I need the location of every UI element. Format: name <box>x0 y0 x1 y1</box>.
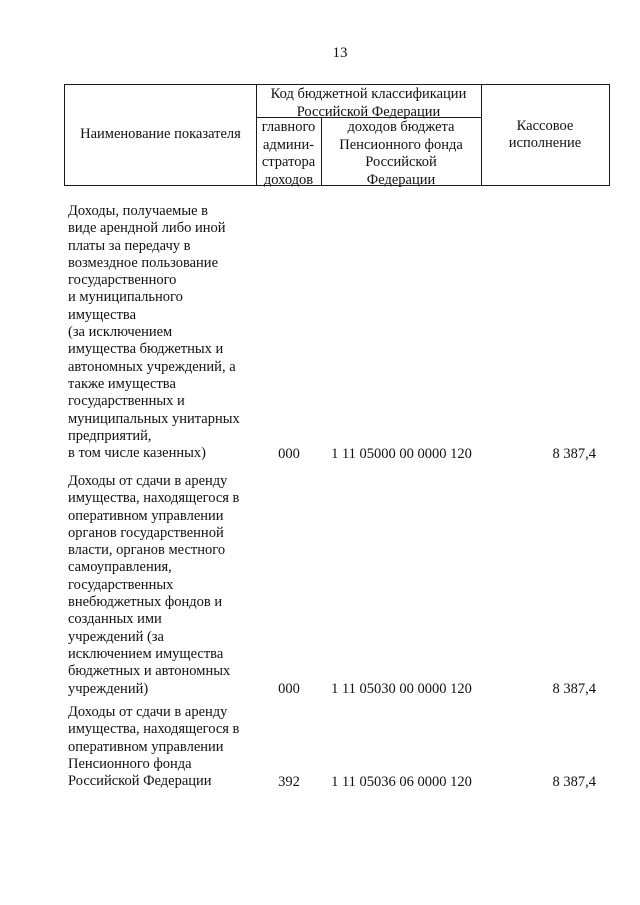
row-indicator-name: Доходы от сдачи в аренду имущества, находящегося в оперативном управлении органов государственной власти, органов местного самоуправления, государственных внебюджетных фондов и созданных ими учреждений (за исключением имущества бюджетных и автономных учреждений) <box>68 473 240 697</box>
header-pension-fund-income <box>321 117 482 186</box>
row-admin-code: 000 <box>278 445 300 462</box>
header-cash-execution-text: Кассовое исполнение <box>508 117 582 151</box>
header-chief-administrator-text: главного админи- стратора доходов <box>261 119 316 188</box>
header-indicator-name-text: Наименование показателя <box>80 126 241 143</box>
table-row <box>0 473 640 698</box>
row-income-code: 1 11 05000 00 0000 120 <box>331 445 472 462</box>
row-cash-amount: 8 387,4 <box>552 445 596 462</box>
row-cash-amount: 8 387,4 <box>552 773 596 790</box>
header-classification-code-text: Код бюджетной классификации Российской Федерации <box>270 86 467 120</box>
row-cash-amount: 8 387,4 <box>552 680 596 697</box>
header-chief-administrator <box>256 117 322 186</box>
header-classification-code <box>256 84 482 118</box>
table-row <box>0 704 640 791</box>
row-indicator-name: Доходы от сдачи в аренду имущества, находящегося в оперативном управлении Пенсионного фонда Российской Федерации <box>68 704 240 790</box>
row-indicator-name: Доходы, получаемые в виде арендной либо иной платы за передачу в возмездное пользование государственного и муниципального имущества (за исключением имущества бюджетных и автономных учреждений, а также имущества государственных и муниципальных унитарных предприятий, в том числе казенных) <box>68 203 240 462</box>
row-income-code: 1 11 05036 06 0000 120 <box>331 773 472 790</box>
table-row <box>0 203 640 463</box>
row-income-code: 1 11 05030 00 0000 120 <box>331 680 472 697</box>
page-number: 13 <box>332 45 348 61</box>
header-pension-fund-income-text: доходов бюджета Пенсионного фонда Российской Федерации <box>339 119 463 188</box>
row-admin-code: 392 <box>278 773 300 790</box>
header-indicator-name <box>64 84 257 186</box>
header-cash-execution <box>481 84 610 186</box>
row-admin-code: 000 <box>278 680 300 697</box>
